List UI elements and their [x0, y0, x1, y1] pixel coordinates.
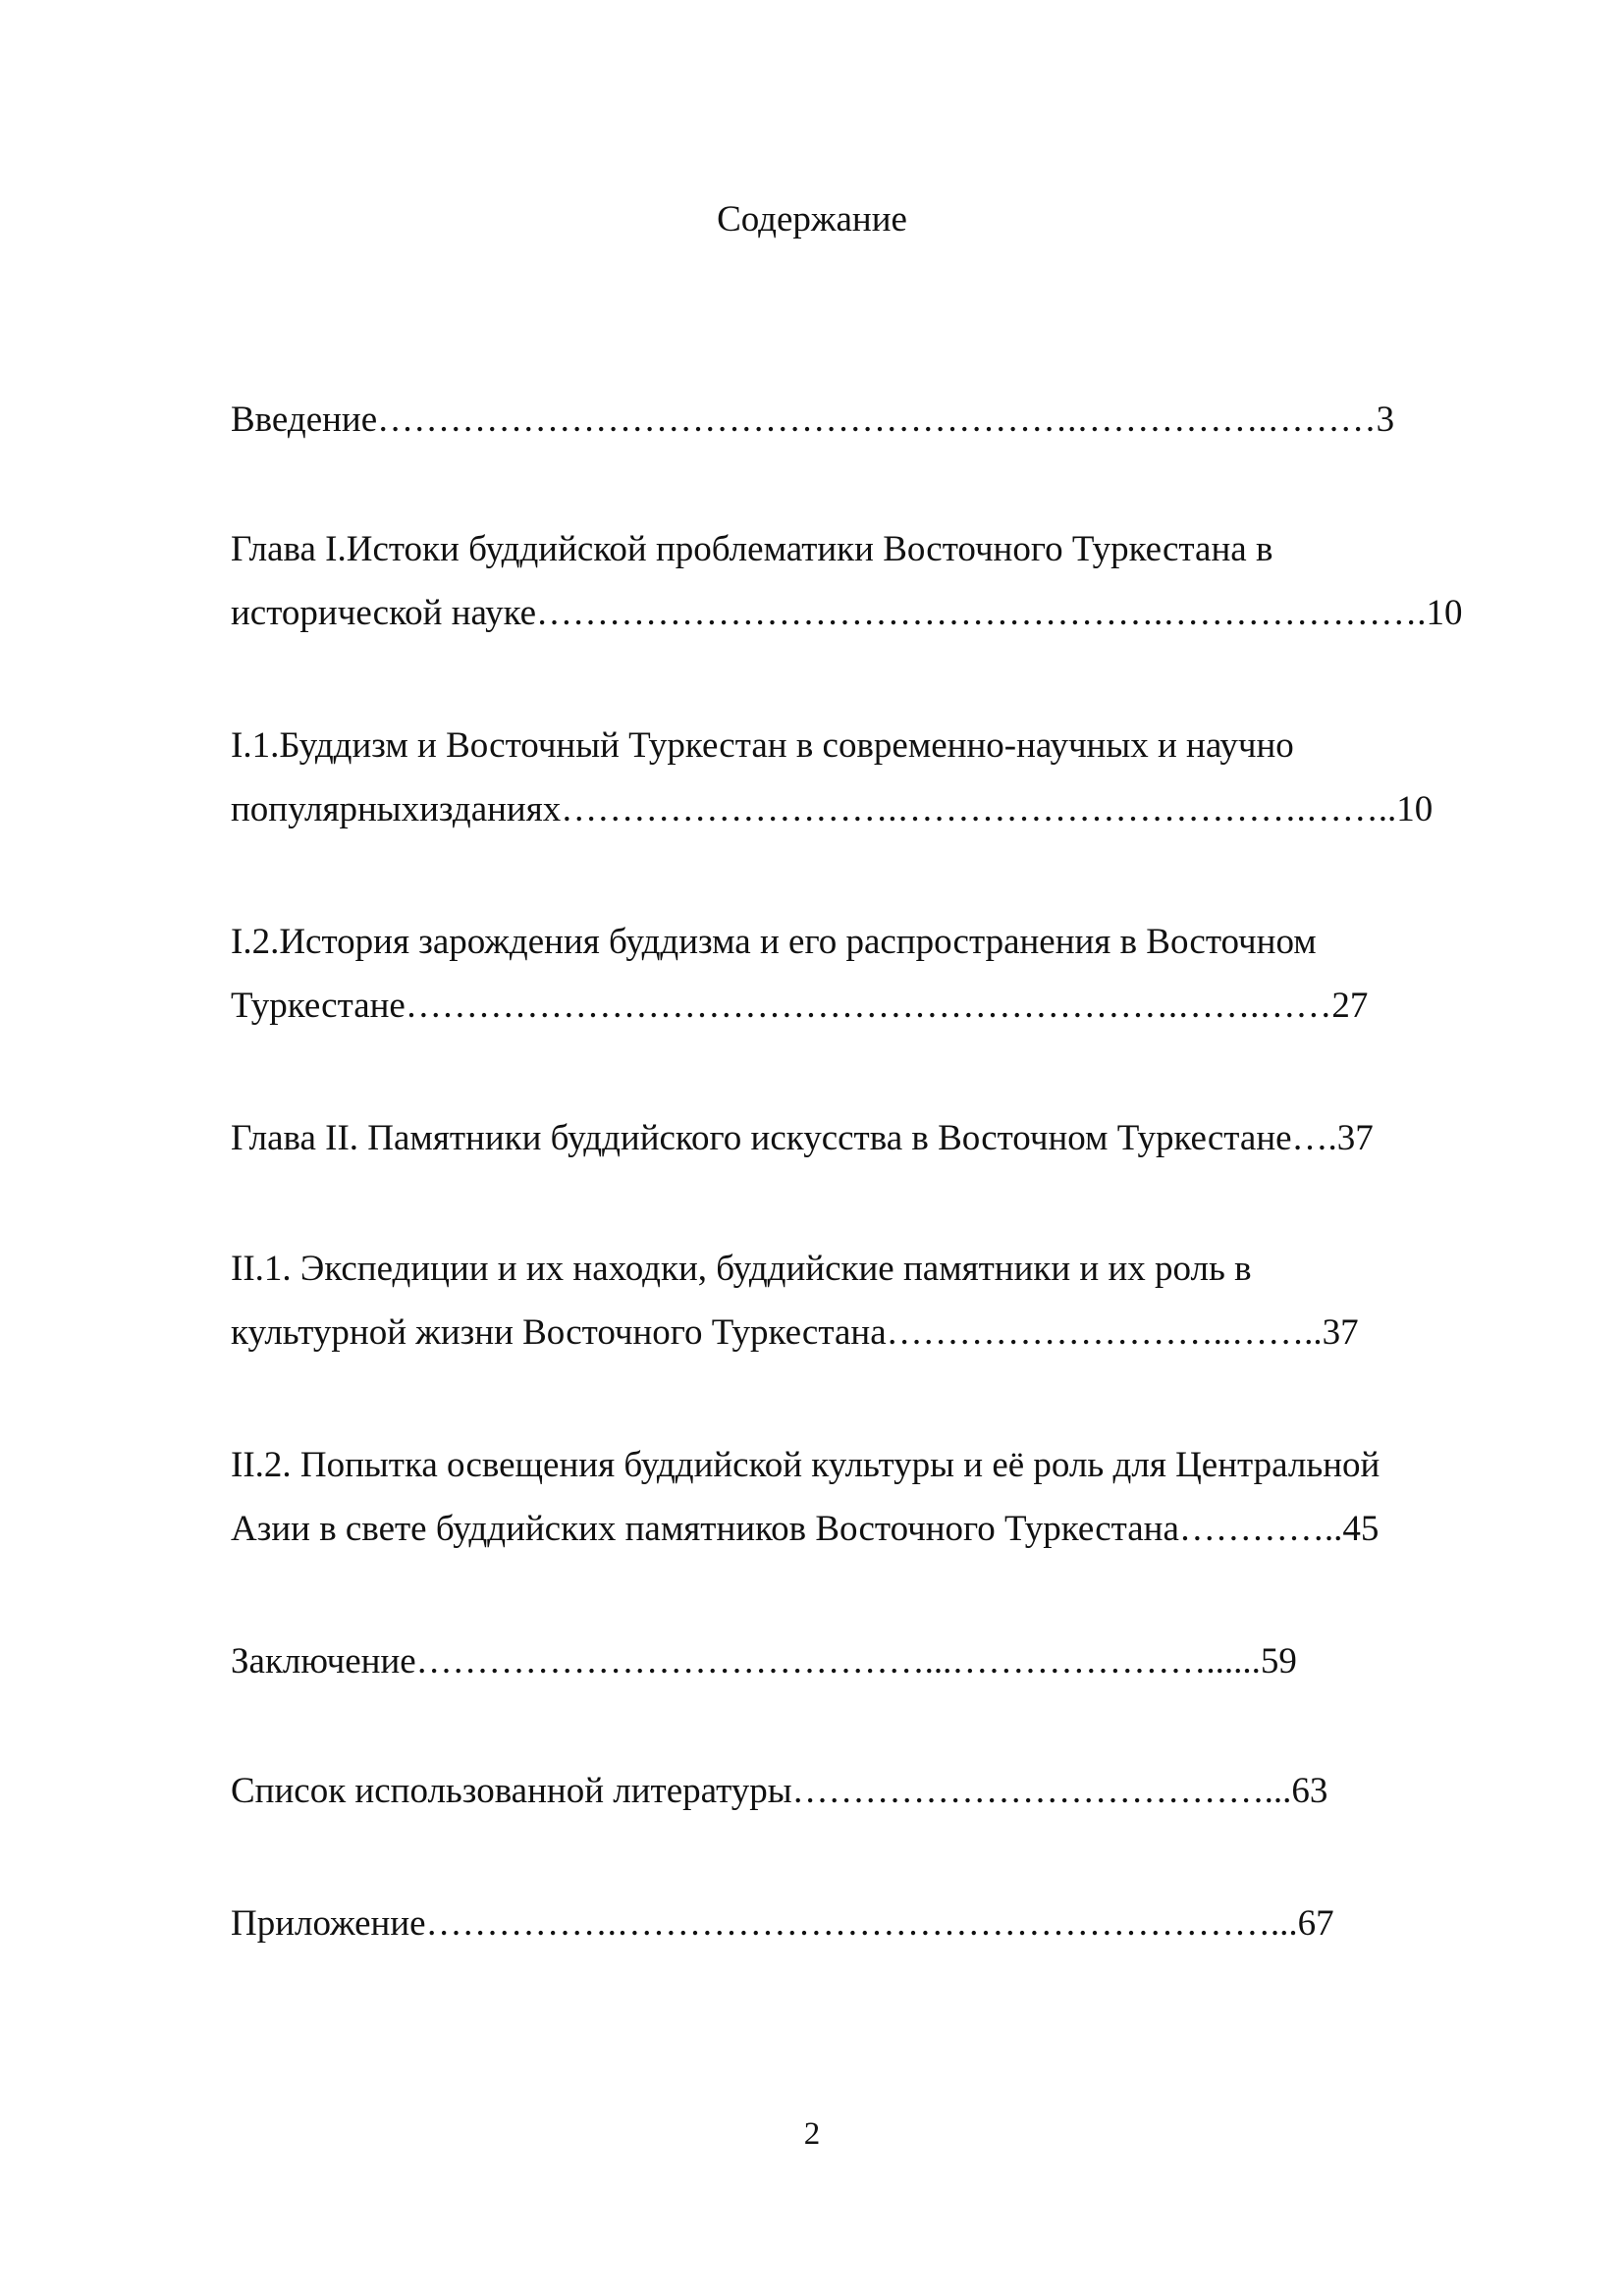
toc-entry-section-2-2-line-2: Азии в свете буддийских памятников Восточного Туркестана…………..45 — [231, 1509, 1380, 1549]
toc-entry-conclusion: Заключение……………………………………...…………………......59 — [231, 1641, 1297, 1682]
toc-entry-chapter-2: Глава II. Памятники буддийского искусства в Восточном Туркестане….37 — [231, 1118, 1374, 1158]
toc-entry-bibliography: Список использованной литературы…………………………………...63 — [231, 1771, 1328, 1811]
toc-entry-section-2-1-line-2: культурной жизни Восточного Туркестана………………………..……..37 — [231, 1312, 1359, 1353]
toc-entry-section-1-1-line-1: I.1.Буддизм и Восточный Туркестан в современно-научных и научно — [231, 725, 1294, 766]
toc-entry-introduction: Введение………………………………………………….…………….………3 — [231, 400, 1395, 440]
toc-entry-section-2-1-line-1: II.1. Экспедиции и их находки, буддийские памятники и их роль в — [231, 1249, 1252, 1289]
toc-entry-chapter-1-line-2: исторической науке…………………………………………….………………….10 — [231, 593, 1463, 633]
toc-entry-section-2-2-line-1: II.2. Попытка освещения буддийской культуры и её роль для Центральной — [231, 1445, 1380, 1485]
toc-entry-appendix: Приложение…………….………………………………………………...67 — [231, 1903, 1334, 1944]
toc-heading: Содержание — [717, 199, 907, 240]
toc-entry-chapter-1-line-1: Глава I.Истоки буддийской проблематики Восточного Туркестана в — [231, 529, 1273, 569]
page-number: 2 — [803, 2116, 821, 2152]
toc-entry-section-1-2-line-1: I.2.История зарождения буддизма и его распространения в Восточном — [231, 922, 1317, 962]
toc-entry-section-1-2-line-2: Туркестане……………………………………………………….…….……27 — [231, 986, 1369, 1026]
toc-entry-section-1-1-line-2: популярныхизданиях……………………….…………………………….……..10 — [231, 789, 1434, 829]
